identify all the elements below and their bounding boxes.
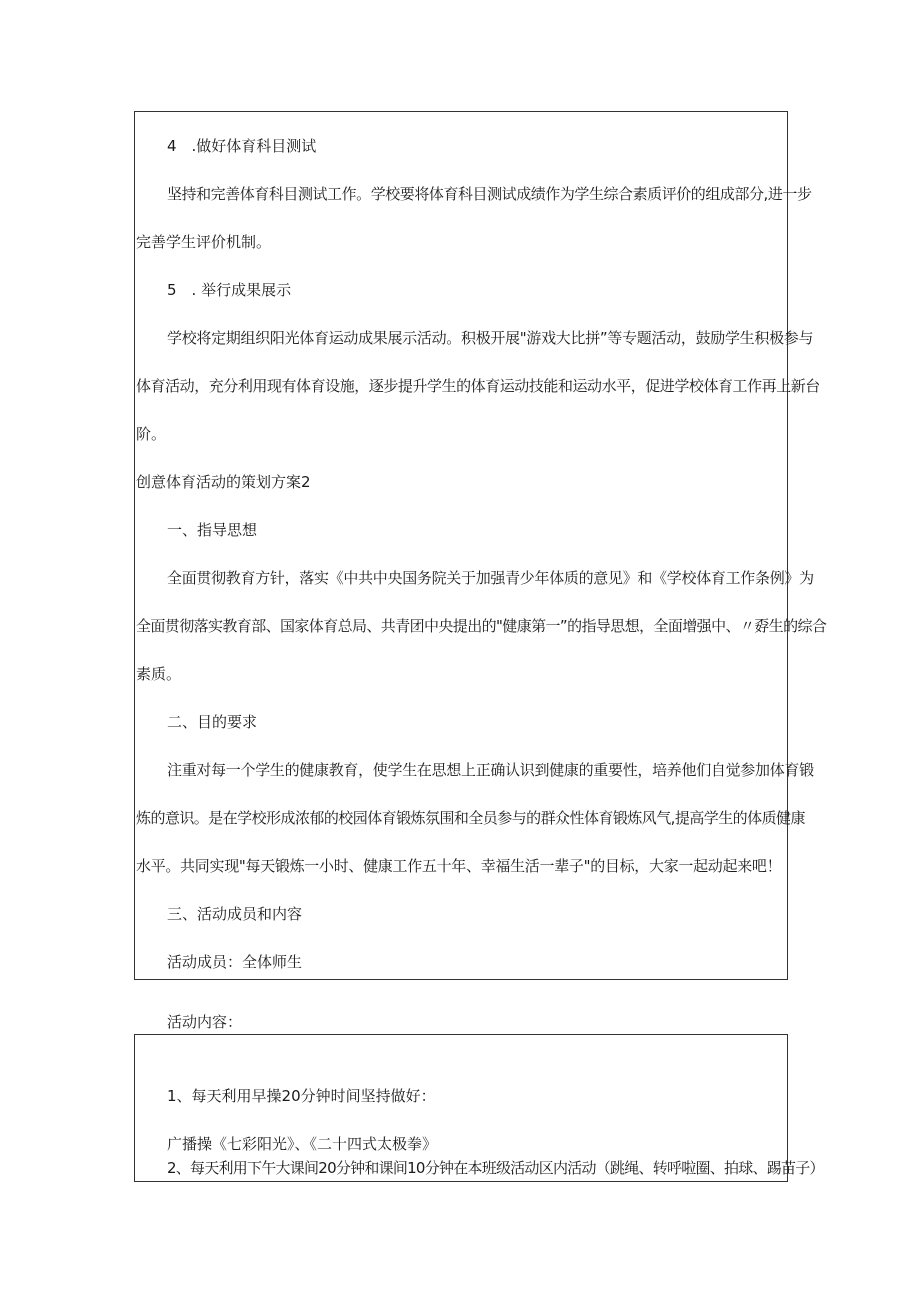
part1-paragraph-line-1: 全面贯彻教育方针，落实《中共中央国务院关于加强青少年体质的意见》和《学校体育工作条例》为 bbox=[167, 569, 814, 587]
section4-paragraph-line-1: 坚持和完善体育科目测试工作。学校要将体育科目测试成绩作为学生综合素质评价的组成部分,进一步 bbox=[167, 185, 812, 203]
activity-item-1-detail: 广播操《七彩阳光》、《二十四式太极拳》 bbox=[167, 1135, 438, 1153]
section4-heading: 4 .做好体育科目测试 bbox=[167, 137, 317, 155]
part1-paragraph-line-2: 全面贯彻落实教育部、国家体育总局、共青团中央提出的"健康第一”的指导思想，全面增强中、〃孬生的综合 bbox=[136, 617, 827, 635]
section4-paragraph-line-2: 完善学生评价机制。 bbox=[136, 233, 272, 251]
part1-paragraph-line-3: 素质。 bbox=[136, 665, 182, 683]
section5-paragraph-line-2: 体育活动，充分利用现有体育设施，逐步提升学生的体育运动技能和运动水平，促进学校体育工作再上新台 bbox=[136, 377, 820, 395]
part2-paragraph-line-3: 水平。共同实现"每天锻炼一小时、健康工作五十年、幸福生活一辈子"的目标，大家一起动起来吧！ bbox=[136, 857, 782, 875]
part1-heading: 一、指导思想 bbox=[167, 521, 258, 539]
part2-heading: 二、目的要求 bbox=[167, 713, 258, 731]
activity-members: 活动成员：全体师生 bbox=[167, 953, 303, 971]
section5-heading: 5 . 举行成果展示 bbox=[167, 281, 292, 299]
section5-paragraph-line-1: 学校将定期组织阳光体育运动成果展示活动。积极开展"游戏大比拼”等专题活动，鼓励学生积极参与 bbox=[167, 329, 814, 347]
plan2-title: 创意体育活动的策划方案2 bbox=[136, 473, 311, 491]
activity-content-label: 活动内容： bbox=[167, 1013, 243, 1031]
activity-item-1: 1、每天利用早操20分钟时间坚持做好： bbox=[167, 1087, 436, 1105]
section5-paragraph-line-3: 阶。 bbox=[136, 425, 167, 443]
part2-paragraph-line-1: 注重对每一个学生的健康教育，使学生在思想上正确认识到健康的重要性，培养他们自觉参加体育锻 bbox=[167, 761, 814, 779]
activity-item-2: 2、每天利用下午大课间20分钟和课间10分钟在本班级活动区内活动（跳绳、转呼啦圈、拍球、踢苗子） bbox=[167, 1159, 824, 1177]
part2-paragraph-line-2: 炼的意识。是在学校形成浓郁的校园体育锻炼氛围和全员参与的群众性体育锻炼风气,提高学生的体质健康 bbox=[136, 809, 805, 827]
part3-heading: 三、活动成员和内容 bbox=[167, 905, 303, 923]
